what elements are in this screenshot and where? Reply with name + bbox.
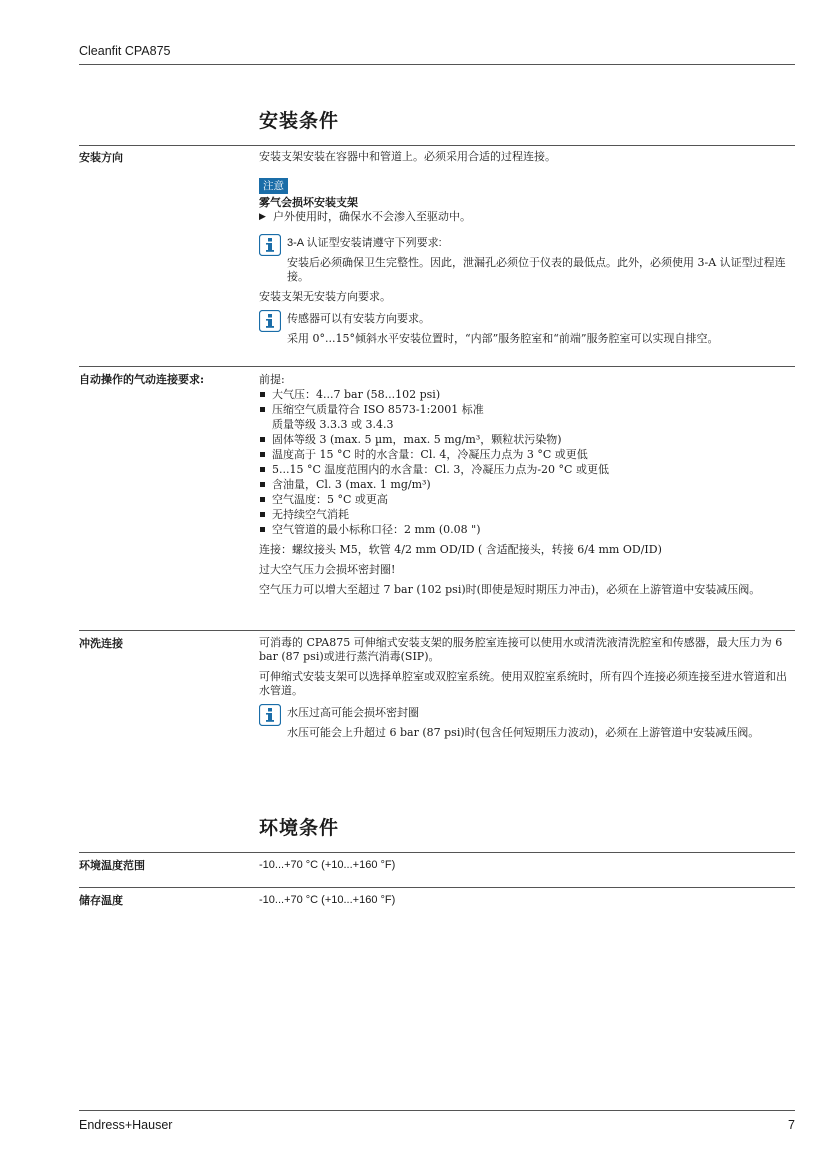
row-label: 冲洗连接 <box>79 637 123 650</box>
notice-title: 雾气会损坏安装支架 <box>259 196 358 209</box>
row-content <box>259 636 795 746</box>
info-icon <box>259 234 281 256</box>
row-label: 环境温度范围 <box>79 859 145 872</box>
page-number: 7 <box>788 1118 795 1132</box>
row-value: -10...+70 °C (+10...+160 °F) <box>259 859 396 871</box>
row-rule <box>79 887 795 888</box>
list-item: 无持续空气消耗 <box>259 507 795 522</box>
info-title: 水压过高可能会损坏密封圈 <box>287 706 419 719</box>
intro-text: 安装支架安装在容器中和管道上。必须采用合适的过程连接。 <box>259 150 556 163</box>
no-orientation-text: 安装支架无安装方向要求。 <box>259 290 391 303</box>
row-value: -10...+70 °C (+10...+160 °F) <box>259 894 396 906</box>
row-label: 储存温度 <box>79 894 123 907</box>
arrow-right-icon: ▶ <box>259 212 266 222</box>
list-item: 5...15 °C 温度范围内的水含量：Cl. 3，冷凝压力点为-20 °C 或更低 <box>259 462 795 477</box>
row-rule <box>79 366 795 367</box>
info-body: 安装后必须确保卫生完整性。因此，泄漏孔必须位于仪表的最低点。此外，必须使用 3-A 认证型过程连接。 <box>287 256 786 283</box>
info-title: 传感器可以有安装方向要求。 <box>287 312 430 325</box>
warning-text: 过大空气压力会损坏密封圈! <box>259 563 396 576</box>
quality-grade-text: 质量等级 3.3.3 或 3.4.3 <box>272 418 394 431</box>
notice-badge: 注意 <box>259 178 288 194</box>
page-footer <box>79 1118 795 1132</box>
header-rule <box>79 64 795 65</box>
footer-rule <box>79 1110 795 1111</box>
list-item: 温度高于 15 °C 时的水含量：Cl. 4，冷凝压力点为 3 °C 或更低 <box>259 447 795 462</box>
row-rule <box>79 630 795 631</box>
row-label: 安装方向 <box>79 151 123 164</box>
info-block <box>259 234 795 284</box>
info-block <box>259 704 795 740</box>
prereq-text: 前提: <box>259 373 285 386</box>
list-item: 大气压：4...7 bar (58...102 psi) <box>259 387 795 402</box>
rinse-text: 可消毒的 CPA875 可伸缩式安装支架的服务腔室连接可以使用水或清洗液清洗腔室和传感器，最大压力为 6 bar (87 psi)或进行蒸汽消毒(SIP)。 <box>259 636 783 663</box>
info-title: 3-A 认证型安装请遵守下列要求: <box>287 237 442 249</box>
pressure-note: 空气压力可以增大至超过 7 bar (102 psi)时(即使是短时期压力冲击)，必须在上游管道中安装减压阀。 <box>259 583 761 596</box>
info-icon <box>259 704 281 726</box>
list-item: 含油量，Cl. 3 (max. 1 mg/m³) <box>259 477 795 492</box>
row-content <box>259 372 795 603</box>
info-body: 采用 0°...15°倾斜水平安装位置时，“内部”服务腔室和“前端”服务腔室可以实现自排空。 <box>287 332 719 345</box>
section-heading-environment: 环境条件 <box>259 817 340 839</box>
page-header <box>79 44 795 58</box>
notice-item <box>259 210 795 224</box>
list-item: 空气温度：5 °C 或更高 <box>259 492 795 507</box>
row-label: 自动操作的气动连接要求: <box>79 373 205 386</box>
row-content <box>259 150 795 352</box>
brand-name: Endress+Hauser <box>79 1118 173 1132</box>
info-block <box>259 310 795 346</box>
document-title: Cleanfit CPA875 <box>79 44 171 58</box>
connection-text: 连接：螺纹接头 M5，软管 4/2 mm OD/ID ( 含适配接头，转接 6/4 mm OD/ID) <box>259 543 662 556</box>
list-item: 空气管道的最小标称口径：2 mm (0.08 ") <box>259 522 795 537</box>
section-rule <box>79 852 795 853</box>
requirements-list <box>259 387 795 537</box>
notice-item-text: 户外使用时，确保水不会渗入至驱动中。 <box>273 210 471 223</box>
list-item <box>259 402 795 432</box>
list-item-text: 压缩空气质量符合 ISO 8573-1:2001 标准 <box>272 403 484 416</box>
notice-block <box>259 170 795 224</box>
chamber-text: 可伸缩式安装支架可以选择单腔室或双腔室系统。使用双腔室系统时，所有四个连接必须连接至进水管道和出水管道。 <box>259 670 787 697</box>
section-rule <box>79 145 795 146</box>
section-heading-installation: 安装条件 <box>259 110 340 132</box>
info-body: 水压可能会上升超过 6 bar (87 psi)时(包含任何短期压力波动)，必须在上游管道中安装减压阀。 <box>287 726 760 739</box>
info-icon <box>259 310 281 332</box>
list-item: 固体等级 3 (max. 5 µm，max. 5 mg/m³，颗粒状污染物) <box>259 432 795 447</box>
